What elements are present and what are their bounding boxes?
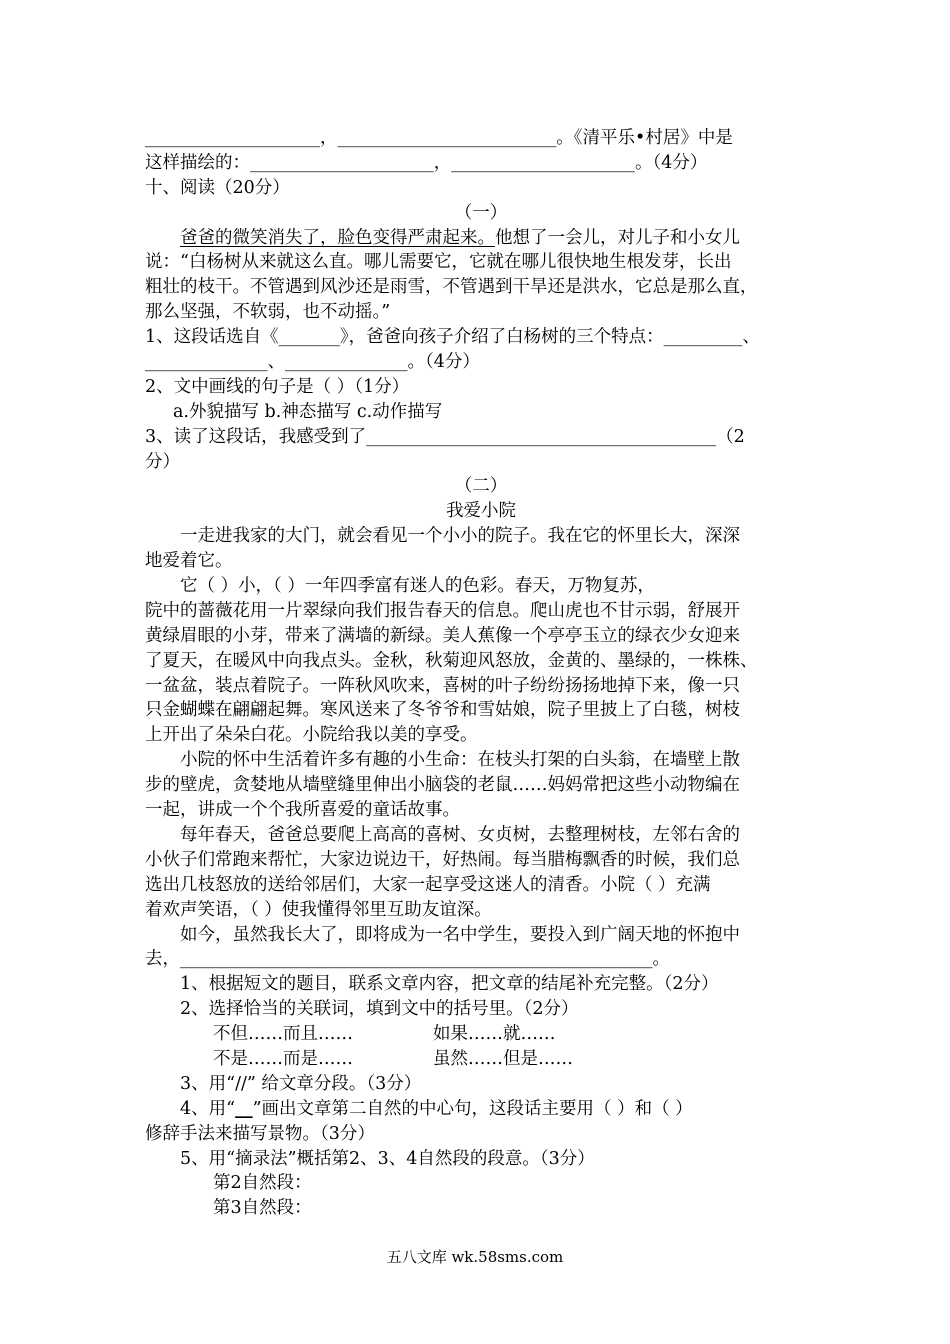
- text-line: 它（ ）小，（ ）一年四季富有迷人的色彩。春天，万物复苏，: [180, 576, 655, 597]
- conjunction-option: 不但……而且……: [213, 1024, 353, 1045]
- text-fragment: 他想了一会儿，对儿子和小女儿: [495, 227, 740, 248]
- text-line: 说：“白杨树从来就这么直。哪儿需要它，它就在哪儿很快地生根发芽，长出: [145, 252, 732, 273]
- part-label: （二）: [454, 476, 508, 497]
- underline-mark: __: [235, 1098, 253, 1119]
- text-line: 着欢声笑语，（ ）使我懂得邻里互助友谊深。: [145, 899, 492, 920]
- text-line: 一盆盆，装点着院子。一阵秋风吹来，喜树的叶子纷纷扬扬地掉下来，像一只: [145, 675, 740, 696]
- underlined-sentence: 爸爸的微笑消失了，脸色变得严肃起来。: [180, 227, 495, 248]
- text-line: 步的壁虎，贪婪地从墙壁缝里伸出小脑袋的老鼠……妈妈常把这些小动物编在: [145, 775, 740, 796]
- question-1: 1、根据短文的题目，联系文章内容，把文章的结尾补充完整。（2分）: [180, 974, 719, 995]
- text-fragment: 4、用“: [180, 1098, 236, 1119]
- text-line: 去，______________________________________________________。: [145, 949, 670, 970]
- text-line: [145, 226, 817, 251]
- text-line: 每年春天，爸爸总要爬上高高的喜树、女贞树，去整理树枝，左邻右舍的: [180, 824, 740, 845]
- question-1: 1、这段话选自《_______》，爸爸向孩子介绍了白杨树的三个特点：_________、: [145, 327, 760, 348]
- exam-page: [145, 126, 817, 1221]
- text-line: 只金蝴蝶在翩翩起舞。寒风送来了冬爷爷和雪姑娘，院子里披上了白毯，树枝: [145, 700, 740, 721]
- conjunction-option: 不是……而是……: [213, 1048, 353, 1069]
- text-line: 如今，虽然我长大了，即将成为一名中学生，要投入到广阔天地的怀抱中: [180, 924, 740, 945]
- text-line: 选出几枝怒放的送给邻居们，大家一起享受这迷人的清香。小院（ ）充满: [145, 874, 711, 895]
- page-footer: 五八文库 wk.58sms.com: [386, 1248, 564, 1266]
- question-2-options: a.外貌描写 b.神态描写 c.动作描写: [173, 401, 443, 422]
- text-line: 地爱着它。: [145, 551, 233, 572]
- text-line: ____________________，_________________________。《清平乐•村居》中是: [145, 128, 733, 148]
- text-line: 分）: [145, 451, 180, 472]
- text-line: 粗壮的枝干。不管遇到风沙还是雨雪，不管遇到干旱还是洪水，它总是那么直，: [145, 277, 758, 298]
- question-4: [145, 1097, 817, 1122]
- text-line: 一起，讲成一个个我所喜爱的童话故事。: [145, 800, 460, 821]
- text-line: 一走进我家的大门，就会看见一个小小的院子。我在它的怀里长大，深深: [180, 526, 740, 547]
- text-line: 修辞手法来描写景物。（3分）: [145, 1123, 375, 1144]
- answer-label: 第2自然段：: [213, 1173, 312, 1194]
- question-3: 3、读了这段话，我感受到了________________________________________（2: [145, 426, 745, 447]
- text-line: ______________、______________。（4分）: [145, 352, 480, 373]
- text-line: 那么坚强，不软弱，也不动摇。”: [145, 302, 391, 323]
- text-line: 小伙子们常跑来帮忙，大家边说边干，好热闹。每当腊梅飘香的时候，我们总: [145, 849, 740, 870]
- text-line: 了夏天，在暖风中向我点头。金秋，秋菊迎风怒放，金黄的、墨绿的，一株株、: [145, 650, 758, 671]
- text-line: 小院的怀中生活着许多有趣的小生命：在枝头打架的白头翁，在墙壁上散: [180, 750, 740, 771]
- answer-label: 第3自然段：: [213, 1198, 312, 1219]
- question-3: 3、用“//” 给文章分段。（3分）: [180, 1073, 422, 1094]
- conjunction-row: [145, 1047, 817, 1072]
- text-line: 院中的蔷薇花用一片翠绿向我们报告春天的信息。爬山虎也不甘示弱，舒展开: [145, 600, 740, 621]
- part-label: （一）: [454, 202, 508, 223]
- conjunction-row: [145, 1022, 817, 1047]
- question-5: 5、用“摘录法”概括第2、3、4自然段的段意。（3分）: [180, 1148, 595, 1169]
- conjunction-option: 虽然……但是……: [433, 1048, 573, 1069]
- text-fragment: ”画出文章第二自然的中心句，这段话主要用（ ）和（ ）: [252, 1098, 693, 1119]
- passage-title: 我爱小院: [446, 501, 516, 522]
- text-line: 上开出了朵朵白花。小院给我以美的享受。: [145, 725, 478, 746]
- question-2: 2、选择恰当的关联词，填到文中的括号里。（2分）: [180, 999, 579, 1020]
- question-2: 2、文中画线的句子是（ ）（1分）: [145, 376, 410, 397]
- text-line: 黄绿眉眼的小芽，带来了满墙的新绿。美人蕉像一个亭亭玉立的绿衣少女迎来: [145, 625, 740, 646]
- conjunction-option: 如果……就……: [433, 1024, 556, 1045]
- text-line: 这样描绘的：_____________________，_____________________。（4分）: [145, 152, 708, 173]
- section-heading: 十、阅读（20分）: [145, 177, 290, 198]
